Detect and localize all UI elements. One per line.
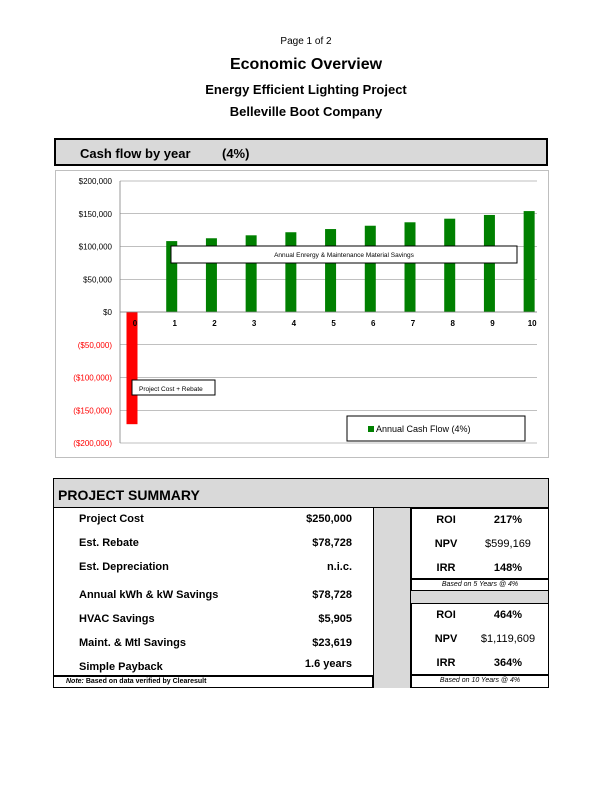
note-label: Note: xyxy=(66,678,84,685)
x-tick-label: 5 xyxy=(331,319,336,328)
npv-10yr-value: $1,119,609 xyxy=(480,633,536,645)
y-tick-label: ($200,000) xyxy=(73,439,112,448)
row-value-kwh-savings: $78,728 xyxy=(312,589,352,601)
row-label-project-cost: Project Cost xyxy=(79,513,144,525)
bar-year-5 xyxy=(325,229,336,312)
bar-year-6 xyxy=(365,226,376,312)
row-value-payback: 1.6 years xyxy=(304,658,352,670)
x-tick-label: 0 xyxy=(132,319,138,328)
row-value-depreciation: n.i.c. xyxy=(326,561,352,573)
x-tick-label: 2 xyxy=(212,319,217,328)
roi-5yr-label: ROI xyxy=(436,514,456,526)
savings-annotation: Annual Enrergy & Maintenance Material Savings xyxy=(274,252,414,259)
npv-5yr-value: $599,169 xyxy=(485,538,531,550)
metrics-10yr xyxy=(411,603,549,675)
row-label-rebate: Est. Rebate xyxy=(79,537,139,549)
legend-label: Annual Cash Flow (4%) xyxy=(376,424,471,434)
cashflow-header xyxy=(54,138,548,166)
y-tick-label: $200,000 xyxy=(78,177,112,186)
row-label-hvac-savings: HVAC Savings xyxy=(79,613,155,625)
x-tick-label: 6 xyxy=(371,319,376,328)
cashflow-rate: (4%) xyxy=(222,146,250,161)
summary-left-panel xyxy=(53,508,373,676)
note-text: Based on data verified by Clearesult xyxy=(85,678,207,685)
row-value-project-cost: $250,000 xyxy=(306,513,352,525)
npv-10yr-label: NPV xyxy=(434,633,458,645)
x-tick-label: 8 xyxy=(450,319,455,328)
x-tick-label: 3 xyxy=(251,319,257,328)
bar-year-10 xyxy=(524,211,535,312)
row-value-rebate: $78,728 xyxy=(312,537,352,549)
x-tick-label: 7 xyxy=(410,319,416,328)
row-value-hvac-savings: $5,905 xyxy=(318,613,352,625)
irr-5yr-value: 148% xyxy=(493,562,523,574)
y-tick-label: $100,000 xyxy=(78,242,112,252)
company-name: Belleville Boot Company xyxy=(229,104,383,119)
x-tick-label: 4 xyxy=(291,319,297,328)
summary-spacer xyxy=(373,508,411,688)
y-tick-label: ($50,000) xyxy=(77,340,112,350)
irr-5yr-label: IRR xyxy=(436,562,456,574)
summary-title: PROJECT SUMMARY xyxy=(58,487,200,503)
page-title: Economic Overview xyxy=(229,56,383,73)
project-subtitle: Energy Efficient Lighting Project xyxy=(205,82,407,97)
legend-swatch xyxy=(368,426,374,432)
x-tick-label: 1 xyxy=(172,319,177,328)
page-number: Page 1 of 2 xyxy=(280,36,332,47)
row-label-maint-savings: Maint. & Mtl Savings xyxy=(79,637,186,649)
basis-5yr: Based on 5 Years @ 4% xyxy=(411,579,549,591)
basis-10yr: Based on 10 Years @ 4% xyxy=(411,675,549,688)
x-tick-label: 9 xyxy=(490,319,495,328)
y-tick-label: $0 xyxy=(103,308,112,317)
x-tick-label: 10 xyxy=(527,319,537,328)
row-label-depreciation: Est. Depreciation xyxy=(79,561,169,573)
project-summary xyxy=(53,478,549,688)
irr-10yr-value: 364% xyxy=(493,657,523,669)
y-tick-label: ($100,000) xyxy=(73,373,112,383)
cashflow-chart xyxy=(55,170,549,458)
bar-year-4 xyxy=(285,232,296,312)
summary-header xyxy=(53,478,549,508)
row-label-kwh-savings: Annual kWh & kW Savings xyxy=(79,589,219,601)
roi-10yr-label: ROI xyxy=(436,609,456,621)
y-tick-label: $50,000 xyxy=(83,275,112,285)
npv-5yr-label: NPV xyxy=(434,538,458,550)
cost-annotation: Project Cost + Rebate xyxy=(139,386,203,393)
roi-10yr-value: 464% xyxy=(493,609,523,621)
y-tick-label: $150,000 xyxy=(78,209,112,219)
cashflow-title: Cash flow by year xyxy=(80,146,191,161)
roi-5yr-value: 217% xyxy=(493,514,523,526)
metrics-5yr xyxy=(411,508,549,579)
bar-year-0 xyxy=(127,312,138,424)
row-value-maint-savings: $23,619 xyxy=(312,637,352,649)
irr-10yr-label: IRR xyxy=(436,657,456,669)
y-tick-label: ($150,000) xyxy=(73,406,112,416)
bar-year-7 xyxy=(405,222,416,312)
row-label-payback: Simple Payback xyxy=(79,661,163,673)
bar-year-8 xyxy=(444,219,455,312)
summary-note xyxy=(53,676,373,688)
